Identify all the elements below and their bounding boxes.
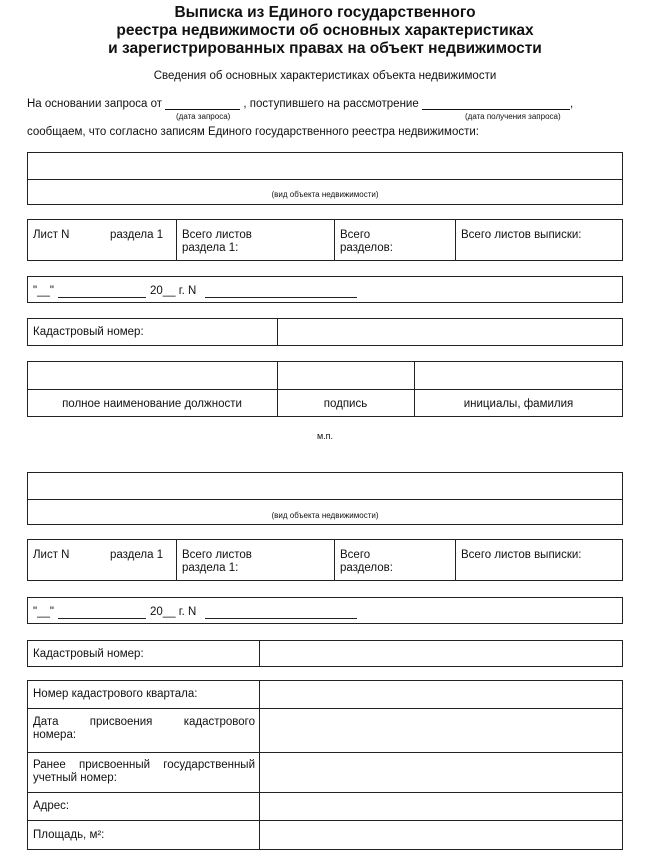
divider (27, 752, 623, 753)
divider (334, 219, 335, 261)
divider (27, 499, 623, 500)
document-title (0, 4, 650, 58)
total-sections-label: Всего разделов: (340, 549, 393, 574)
date-number-box-1 (27, 276, 623, 303)
date-number-box-2 (27, 597, 623, 624)
address-label: Адрес: (33, 800, 70, 812)
document-subtitle: Сведения об основных характеристиках объекта недвижимости (153, 70, 497, 82)
section-label: раздела 1 (110, 229, 164, 241)
divider (277, 318, 278, 346)
number-field[interactable] (205, 297, 357, 298)
signature-label: подпись (323, 398, 368, 410)
receipt-date-field[interactable] (422, 98, 570, 110)
cadastral-quarter-label: Номер кадастрового квартала: (33, 688, 198, 700)
total-extract-sheets-label: Всего листов выписки: (461, 549, 582, 561)
area-label: Площадь, м²: (33, 829, 105, 841)
divider (27, 792, 623, 793)
hint-receipt-date: (дата получения запроса) (465, 112, 561, 121)
hint-request-date: (дата запроса) (176, 112, 231, 121)
divider (27, 820, 623, 821)
previous-number-label: Ранее присвоенный государственный учетный номер: (33, 759, 255, 784)
divider (27, 179, 623, 180)
section-label: раздела 1 (110, 549, 164, 561)
divider (176, 219, 177, 261)
title-line-1: Выписка из Единого государственного (174, 4, 476, 21)
request-line-2: сообщаем, что согласно записям Единого государственного реестра недвижимости: (27, 126, 479, 138)
divider (27, 389, 623, 390)
request-date-field[interactable] (165, 98, 240, 110)
request-suffix: , (569, 98, 574, 110)
divider (455, 539, 456, 581)
divider (259, 640, 260, 667)
stamp-label: м.п. (316, 431, 334, 441)
object-type-hint-2: (вид объекта недвижимости) (271, 511, 379, 520)
divider (27, 708, 623, 709)
request-prefix: На основании запроса от (27, 98, 162, 110)
divider (259, 680, 260, 850)
divider (334, 539, 335, 581)
cadastral-number-label: Кадастровый номер: (33, 326, 144, 338)
total-sheets-label: Всего листов раздела 1: (182, 549, 252, 574)
position-label: полное наименование должности (62, 398, 242, 410)
sheet-number-label: Лист N (33, 549, 70, 561)
total-sections-label: Всего разделов: (340, 229, 393, 254)
number-field[interactable] (205, 618, 357, 619)
total-sheets-label: Всего листов раздела 1: (182, 229, 252, 254)
title-line-2: реестра недвижимости об основных характеристиках (116, 22, 534, 39)
full-name-label: инициалы, фамилия (463, 398, 574, 410)
total-extract-sheets-label: Всего листов выписки: (461, 229, 582, 241)
request-line (27, 98, 573, 110)
assignment-date-label: Дата присвоения кадастрового номера: (33, 716, 255, 741)
object-type-hint-1: (вид объекта недвижимости) (271, 190, 379, 199)
title-line-3: и зарегистрированных правах на объект недвижимости (108, 40, 542, 57)
year-number-label: 20__ г. N (150, 606, 197, 618)
year-number-label: 20__ г. N (150, 285, 197, 297)
date-quote: "__" (33, 606, 54, 618)
request-middle: , поступившего на рассмотрение (243, 98, 419, 110)
divider (455, 219, 456, 261)
date-quote: "__" (33, 285, 54, 297)
divider (176, 539, 177, 581)
sheet-number-label: Лист N (33, 229, 70, 241)
cadastral-number-label: Кадастровый номер: (33, 648, 144, 660)
date-field[interactable] (58, 297, 146, 298)
date-field[interactable] (58, 618, 146, 619)
